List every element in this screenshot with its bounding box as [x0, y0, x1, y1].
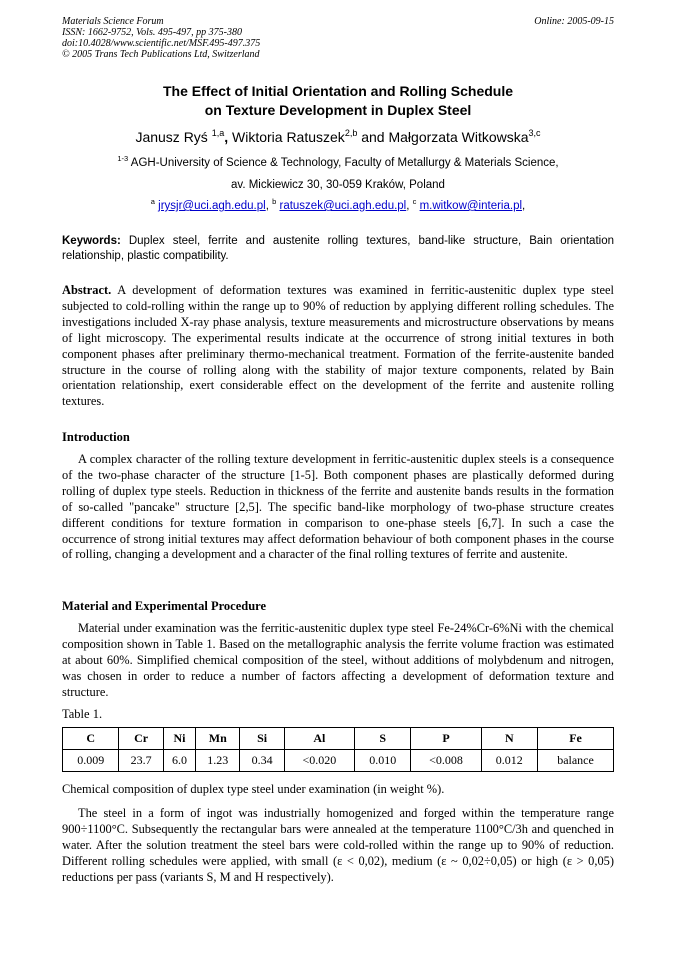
table-row	[63, 750, 614, 772]
affiliation-line-2: av. Mickiewicz 30, 30-059 Kraków, Poland	[231, 179, 445, 191]
composition-table	[62, 727, 614, 772]
abstract-text: A development of deformation textures was examined in ferritic-austenitic duplex type steel subjected to cold-rolling within the range up to 90% of reduction by applying different rolling schedules. The investigations included X-ray phase analysis, texture measurements and microstructure observations by means of light microscopy. The experimental results indicate at the occurrence of strong initial textures in both component phases after preliminary thermo-mechanical treatment. Formation of the ferrite-austenite banded structure in the course of rolling along with the stability of major texture components, related by Bain orientation relationship, exert considerable effect on the development of the ferrite and austenite rolling textures.	[62, 283, 614, 409]
table-note: Chemical composition of duplex type steel under examination (in weight %).	[62, 782, 445, 796]
affiliation-text-1: AGH-University of Science & Technology, Faculty of Metallurgy & Materials Science,	[130, 157, 559, 169]
processing-paragraph	[62, 806, 614, 886]
email-c-link[interactable]: m.witkow@interia.pl	[419, 200, 523, 212]
table-header-cell: Mn	[196, 728, 240, 750]
table-header-cell: P	[411, 728, 481, 750]
author-list	[62, 128, 614, 146]
author-2-name: Wiktoria Ratuszek	[232, 129, 345, 145]
email-separator: ,	[265, 200, 269, 212]
keywords-label: Keywords:	[62, 235, 121, 247]
introduction-text: A complex character of the rolling texture development in ferritic-austenitic duplex steels is a consequence of the two-phase character of the structure [1-5]. Both component phases are plastically deformed during rolling of duplex type steels. Reduction in thickness of the ferrite and austenite bands results in the formation of so-called "pancake" structure [2,5]. The specific band-like morphology of two-phase structure creates different conditions for texture formation in comparison to one-phase steels [6,7]. In such a case the occurrence of strong initial textures may affect deformation behaviour of both component phases in the course of rolling, changing a development and a character of the final rolling textures of ferrite and austenite.	[62, 452, 614, 562]
table-cell: <0.008	[411, 750, 481, 772]
email-b-link[interactable]: ratuszek@uci.agh.edu.pl	[279, 200, 407, 212]
author-1-sup: 1,a	[211, 128, 225, 138]
author-1-name: Janusz Ryś	[135, 129, 208, 145]
affiliation-line-1	[62, 156, 614, 170]
materials-paragraph	[62, 621, 614, 701]
table-cell: <0.020	[284, 750, 354, 772]
email-separator: ,	[406, 200, 410, 212]
table-header-cell: S	[354, 728, 410, 750]
table-cell: 6.0	[163, 750, 195, 772]
author-separator-and: and	[361, 129, 385, 145]
author-3-name: Małgorzata Witkowska	[388, 129, 529, 145]
author-2-sup: 2,b	[344, 128, 358, 138]
copyright-line: © 2005 Trans Tech Publications Ltd, Switzerland	[62, 49, 260, 60]
table-cell: 0.009	[63, 750, 119, 772]
email-line	[62, 199, 614, 213]
table-cell: 23.7	[119, 750, 163, 772]
email-a-sup: a	[150, 197, 155, 206]
paper-title	[62, 82, 614, 120]
journal-header	[62, 16, 260, 60]
keywords-block	[62, 234, 614, 264]
table-header-cell: Fe	[538, 728, 614, 750]
table-header-row	[63, 728, 614, 750]
title-line-2: on Texture Development in Duplex Steel	[204, 102, 472, 118]
title-line-1: The Effect of Initial Orientation and Rolling Schedule	[162, 83, 514, 99]
email-c-sup: c	[412, 197, 417, 206]
table-header-cell: Al	[284, 728, 354, 750]
table-header-cell: N	[481, 728, 537, 750]
email-b-sup: b	[272, 197, 277, 206]
table-header-cell: Cr	[119, 728, 163, 750]
abstract-block	[62, 283, 614, 410]
table-header-cell: Ni	[163, 728, 195, 750]
author-separator-comma: ,	[224, 129, 229, 145]
table-cell: 1.23	[196, 750, 240, 772]
author-3-sup: 3,c	[528, 128, 541, 138]
table-cell: 0.010	[354, 750, 410, 772]
issn-line: ISSN: 1662-9752, Vols. 495-497, pp 375-380	[62, 27, 242, 38]
table-caption: Table 1.	[62, 707, 103, 721]
online-date: Online: 2005-09-15	[534, 16, 614, 27]
email-a-link[interactable]: jrysjr@uci.agh.edu.pl	[158, 200, 266, 212]
abstract-label: Abstract.	[62, 283, 112, 297]
table-header-cell: Si	[240, 728, 284, 750]
keywords-text: Duplex steel, ferrite and austenite rolling textures, band-like structure, Bain orientation relationship, plastic compatibility.	[62, 235, 614, 262]
materials-heading: Material and Experimental Procedure	[62, 599, 267, 613]
table-cell: balance	[538, 750, 614, 772]
materials-text: Material under examination was the ferritic-austenitic duplex type steel Fe-24%Cr-6%Ni with the chemical composition shown in Table 1. Based on the metallographic analysis the ferrite volume fraction was estimated at about 60%. Simplified chemical composition of the steel, without additions of molybdenum and nitrogen, was chosen in order to reduce a number of factors affecting a development of deformation texture and structure.	[62, 621, 614, 699]
introduction-heading: Introduction	[62, 430, 130, 444]
table-header-cell: C	[63, 728, 119, 750]
processing-text: The steel in a form of ingot was industrially homogenized and forged within the temperature range 900÷1100°C. Subsequently the rectangular bars were annealed at the temperature 1100°C/3h and quenched in water. After the solution treatment the steel bars were cold-rolled within the range up to 90% of reduction. Different rolling schedules were applied, with small (ε < 0,02), medium (ε ~ 0,02÷0,05) or high (ε > 0,05) reductions per pass (variants S, M and H respectively).	[62, 806, 614, 884]
journal-name: Materials Science Forum	[62, 16, 164, 27]
introduction-paragraph	[62, 452, 614, 563]
table-cell: 0.34	[240, 750, 284, 772]
doi-line: doi:10.4028/www.scientific.net/MSF.495-497.375	[62, 38, 261, 49]
email-separator: ,	[522, 200, 526, 212]
affiliation-sup: 1-3	[117, 154, 129, 163]
table-cell: 0.012	[481, 750, 537, 772]
